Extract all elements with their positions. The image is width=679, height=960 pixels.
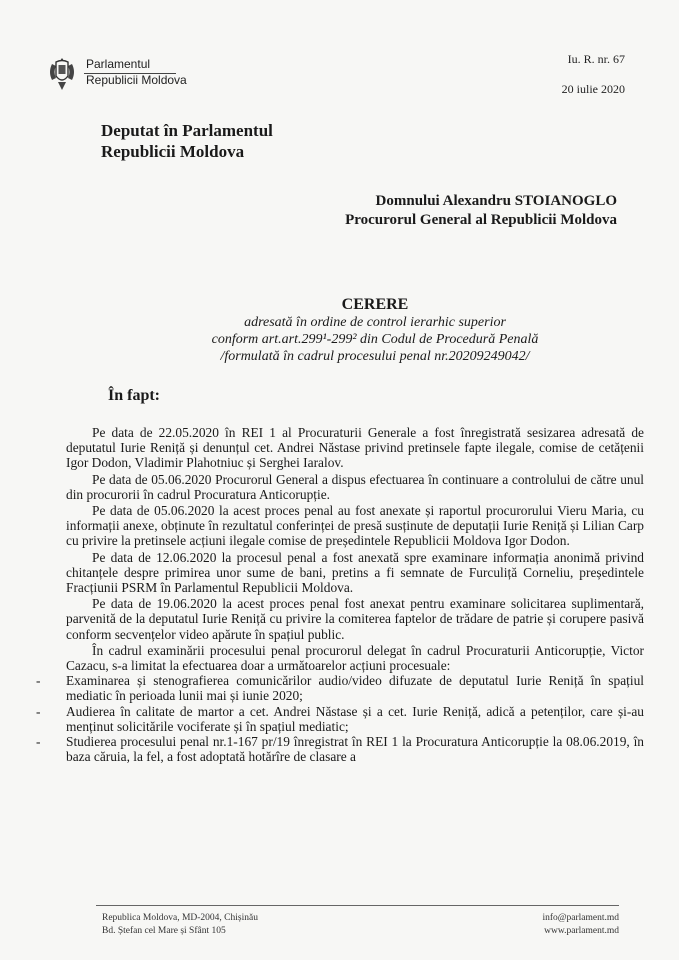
parliament-line-1: Parlamentul [86, 57, 151, 71]
body-paragraph: În cadrul examinării procesului penal procurorul delegat în cadrul Procuraturii Anticorupție, Victor Cazacu, s-a limitat la efectuarea doar a următoarelor acțiuni procesuale: [66, 642, 644, 674]
parliament-line-2: Republicii Moldova [86, 73, 187, 87]
body-paragraph: Pe data de 22.05.2020 în REI 1 al Procuraturii Generale a fost înregistrată sesizarea adresată de deputatul Iurie Reniță și denunțul cet. Andrei Năstase privind pretinsele fapte ilegale, comise de cetățenii Igor Dodon, Vladimir Plahotniuc și Serghei Iaralov. [66, 425, 644, 471]
document-date: 20 iulie 2020 [561, 82, 625, 96]
moldova-coat-of-arms-icon [46, 54, 78, 94]
request-subtitle-2: conform art.art.299¹-299² din Codul de Procedură Penală [211, 332, 539, 347]
list-item-text: Examinarea și stenografierea comunicărilor audio/video difuzate de deputatul Iurie Reniță în spațiul mediatic în perioada lunii mai și iunie 2020; [66, 673, 644, 704]
request-title-block [140, 296, 610, 365]
request-subtitle-3: /formulată în cadrul procesului penal nr.20209249042/ [220, 349, 530, 364]
section-heading: În fapt: [108, 387, 161, 404]
footer-email: info@parlament.md [542, 913, 619, 923]
footer-address [102, 912, 258, 938]
bullet-marker: - [36, 703, 41, 719]
document-body [36, 425, 644, 765]
actions-list [36, 673, 644, 765]
footer-address-line-1: Republica Moldova, MD-2004, Chișinău [102, 913, 258, 923]
recipient-line-2: Procurorul General al Republicii Moldova [345, 212, 617, 228]
footer-address-line-2: Bd. Ștefan cel Mare și Sfânt 105 [102, 926, 226, 936]
bullet-marker: - [36, 734, 41, 750]
header-divider [84, 73, 176, 74]
footer-contacts [542, 912, 619, 938]
sender-line-2: Republicii Moldova [101, 142, 245, 161]
bullet-marker: - [36, 673, 41, 689]
footer-website: www.parlament.md [544, 926, 619, 936]
recipient-block [345, 192, 617, 230]
list-item [36, 734, 644, 765]
list-item-text: Studierea procesului penal nr.1-167 pr/19 înregistrat în REI 1 la Procuratura Anticorupție la 08.06.2019, în baza căruia, la fel, a fost adoptată hotărîre de clasare a [66, 734, 644, 765]
body-paragraph: Pe data de 05.06.2020 la acest proces penal au fost anexate și raportul procurorului Vieru Maria, cu informații anexe, obținute în rezultatul conferinței de presă susținute de deputații Iurie Reniță și Lilian Carp cu privire la pretinsele acțiuni ilegale comise de președintele Republicii Moldova Igor Dodon. [66, 503, 644, 549]
list-item [36, 703, 644, 734]
footer-divider [96, 905, 619, 906]
sender-line-1: Deputat în Parlamentul [101, 121, 273, 140]
recipient-line-1: Domnului Alexandru STOIANOGLO [375, 193, 617, 209]
body-paragraph: Pe data de 05.06.2020 Procurorul General a dispus efectuarea în continuare a controlului de către unul din procurorii în cadrul Procuratura Anticorupție. [66, 471, 644, 502]
request-title: CERERE [341, 296, 409, 313]
document-meta [562, 44, 625, 104]
list-item-text: Audierea în calitate de martor a cet. Andrei Năstase și a cet. Iurie Reniță, adică a petenților, care și-au menținut solicitările vociferate și în spațiul mediatic; [66, 703, 644, 734]
body-paragraph: Pe data de 12.06.2020 la procesul penal a fost anexată spre examinare informația anonimă privind chitanțele despre primirea unor sume de bani, pretins a fi semnate de Furculiță Corneliu, președintele Fracțiunii PSRM în Parlamentul Republicii Moldova. [66, 549, 644, 596]
registration-number: Iu. R. nr. 67 [567, 52, 625, 66]
request-subtitle-1: adresată în ordine de control ierarhic superior [244, 315, 506, 330]
sender-block [101, 120, 273, 162]
body-paragraph: Pe data de 19.06.2020 la acest proces penal fost anexat pentru examinare solicitarea suplimentară, parvenită de la deputatul Iurie Reniță cu privire la comiterea faptelor de trădare de patrie și corupere pasivă conform secvențelor video apărute în spațiul public. [66, 596, 644, 642]
list-item [36, 673, 644, 704]
